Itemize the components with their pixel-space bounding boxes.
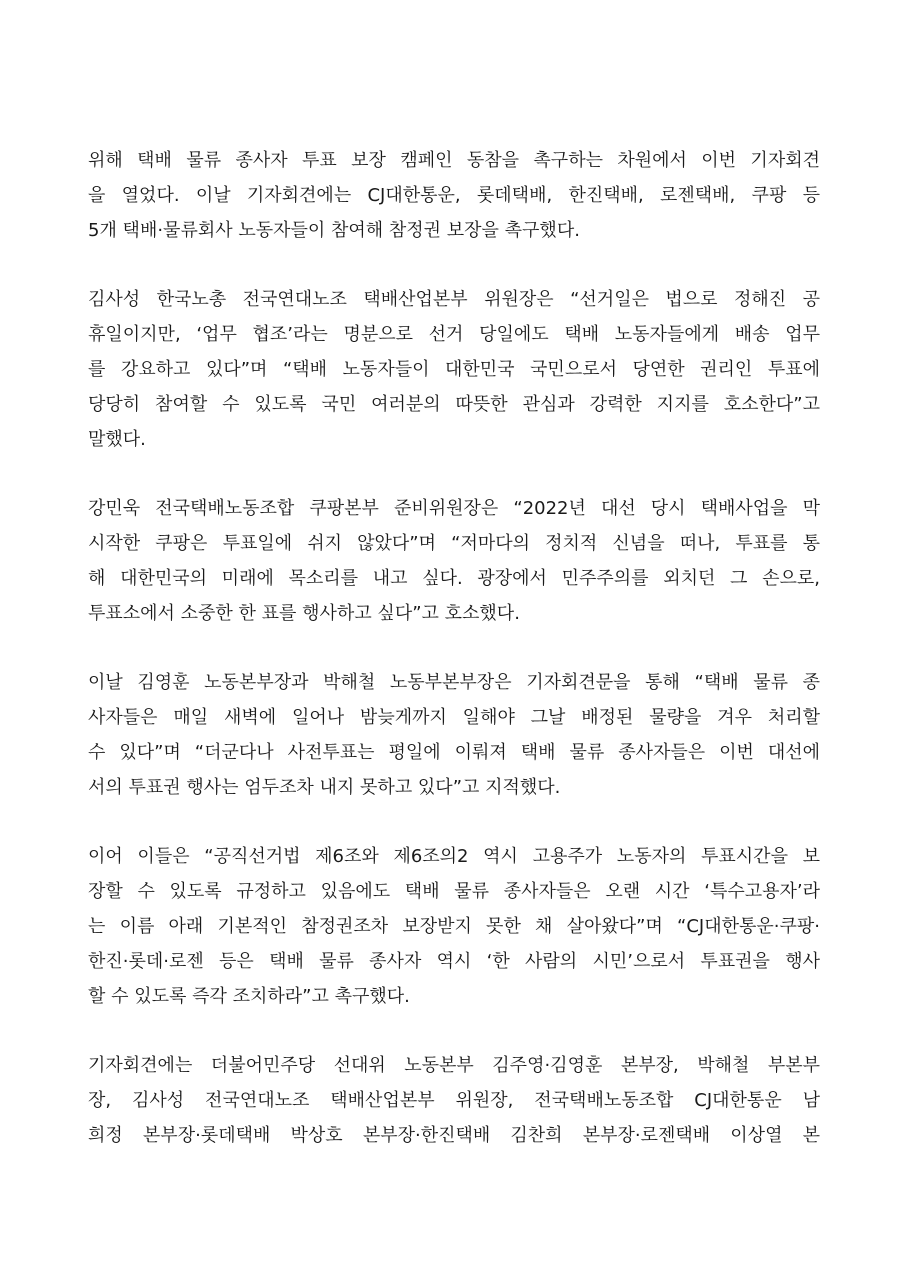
- text-line: 투표소에서 소중한 한 표를 행사하고 싶다”고 호소했다.: [88, 603, 520, 624]
- text-line: 서의 투표권 행사는 엄두조차 내지 못하고 있다”고 지적했다.: [88, 777, 561, 798]
- text-line: 한진·롯데·로젠 등은 택배 물류 종사자 역시 ‘한 사람의 시민’으로서 투표권을 행사: [88, 951, 820, 972]
- paragraph-attendees: [88, 1048, 820, 1153]
- text-line: 위해 택배 물류 종사자 투표 보장 캠페인 동참을 촉구하는 차원에서 이번 기자회견: [88, 150, 820, 171]
- text-line: 휴일이지만, ‘업무 협조’라는 명분으로 선거 당일에도 택배 노동자들에게 배송 업무: [88, 324, 820, 345]
- text-line: 할 수 있도록 즉각 조치하라”고 촉구했다.: [88, 986, 410, 1007]
- text-line: 당당히 참여할 수 있도록 국민 여러분의 따뜻한 관심과 강력한 지지를 호소한다”고: [88, 394, 820, 415]
- text-line: 해 대한민국의 미래에 목소리를 내고 싶다. 광장에서 민주주의를 외치던 그 손으로,: [88, 568, 820, 589]
- text-line: 강민욱 전국택배노동조합 쿠팡본부 준비위원장은 “2022년 대선 당시 택배사업을 막: [88, 498, 820, 519]
- paragraph-kang-minwook-quote: [88, 491, 820, 631]
- paragraph-election-law-demand: [88, 839, 820, 1014]
- text-line: 기자회견에는 더불어민주당 선대위 노동본부 김주영·김영훈 본부장, 박해철 부본부: [88, 1055, 820, 1076]
- text-line: 희정 본부장·롯데택배 박상호 본부장·한진택배 김찬희 본부장·로젠택배 이상열 본: [88, 1125, 820, 1146]
- text-line: 시작한 쿠팡은 투표일에 쉬지 않았다”며 “저마다의 정치적 신념을 떠나, 투표를 통: [88, 533, 820, 554]
- text-line: 사자들은 매일 새벽에 일어나 밤늦게까지 일해야 그날 배정된 물량을 겨우 처리할: [88, 707, 820, 728]
- text-line: 이날 김영훈 노동본부장과 박해철 노동부본부장은 기자회견문을 통해 “택배 물류 종: [88, 672, 820, 693]
- paragraph-press-statement: [88, 665, 820, 805]
- text-line: 수 있다”며 “더군다나 사전투표는 평일에 이뤄져 택배 물류 종사자들은 이번 대선에: [88, 742, 820, 763]
- text-line: 김사성 한국노총 전국연대노조 택배산업본부 위원장은 “선거일은 법으로 정해진 공: [88, 289, 820, 310]
- article-body: [88, 143, 820, 1187]
- text-line: 이어 이들은 “공직선거법 제6조와 제6조의2 역시 고용주가 노동자의 투표시간을 보: [88, 846, 820, 867]
- paragraph-campaign-purpose: [88, 143, 820, 248]
- text-line: 을 열었다. 이날 기자회견에는 CJ대한통운, 롯데택배, 한진택배, 로젠택배, 쿠팡 등: [88, 185, 820, 206]
- paragraph-kim-sasung-quote: [88, 282, 820, 457]
- text-line: 말했다.: [88, 429, 146, 450]
- text-line: 는 이름 아래 기본적인 참정권조차 보장받지 못한 채 살아왔다”며 “CJ대한통운·쿠팡·: [88, 916, 820, 937]
- text-line: 를 강요하고 있다”며 “택배 노동자들이 대한민국 국민으로서 당연한 권리인 투표에: [88, 359, 820, 380]
- text-line: 장, 김사성 전국연대노조 택배산업본부 위원장, 전국택배노동조합 CJ대한통운 남: [88, 1090, 820, 1111]
- text-line: 장할 수 있도록 규정하고 있음에도 택배 물류 종사자들은 오랜 시간 ‘특수고용자’라: [88, 881, 820, 902]
- text-line: 5개 택배·물류회사 노동자들이 참여해 참정권 보장을 촉구했다.: [88, 220, 580, 241]
